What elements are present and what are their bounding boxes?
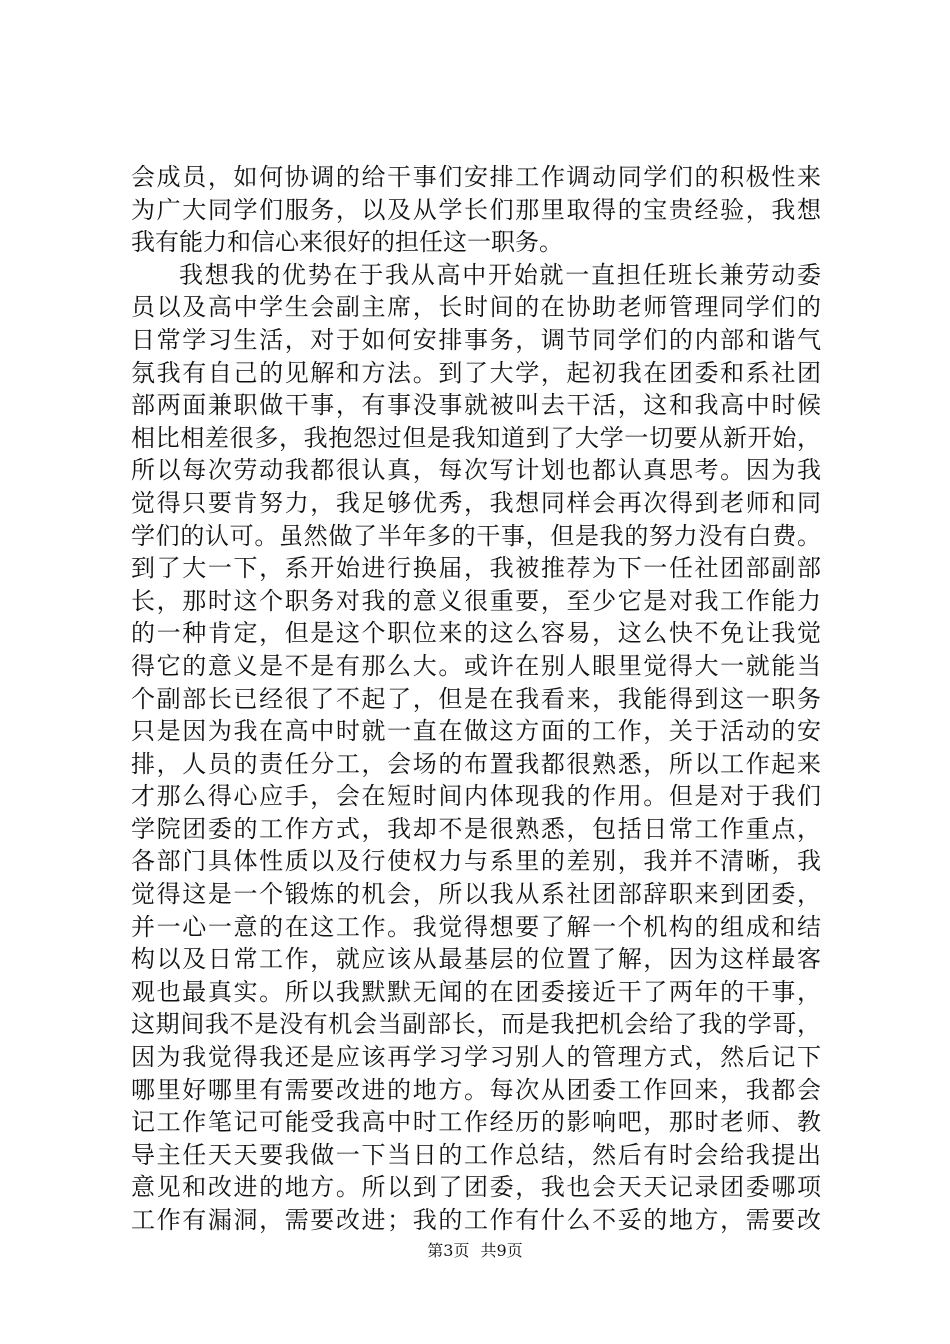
total-pages: 共9页 [480,1241,523,1260]
text-line: 氛我有自己的见解和方法。到了大学，起初我在团委和系社团 [131,358,821,387]
text-line: 并一心一意的在这工作。我觉得想要了解一个机构的组成和结 [131,912,821,941]
text-line: 哪里好哪里有需要改进的地方。每次从团委工作回来，我都会 [131,1075,821,1104]
text-line: 观也最真实。所以我默默无闻的在团委接近干了两年的干事， [131,977,821,1006]
text-line: 长，那时这个职务对我的意义很重要，至少它是对我工作能力 [131,586,821,615]
text-line: 记工作笔记可能受我高中时工作经历的影响吧，那时老师、教 [131,1108,821,1137]
text-line: 为广大同学们服务，以及从学长们那里取得的宝贵经验，我想 [131,195,821,224]
text-line: 我想我的优势在于我从高中开始就一直担任班长兼劳动委 [179,260,821,289]
paragraph-1 [131,161,821,259]
text-line: 会成员，如何协调的给干事们安排工作调动同学们的积极性来 [131,163,821,191]
text-line: 部两面兼职做干事，有事没事就被叫去干活，这和我高中时候 [131,391,821,420]
paragraph-2 [131,259,821,1237]
text-line: 排，人员的责任分工，会场的布置我都很熟悉，所以工作起来 [131,749,821,778]
text-line: 相比相差很多，我抱怨过但是我知道到了大学一切要从新开始， [131,423,821,452]
text-line: 个副部长已经很了不起了，但是在我看来，我能得到这一职务 [131,684,821,713]
text-line: 所以每次劳动我都很认真，每次写计划也都认真思考。因为我 [131,456,821,485]
text-line: 日常学习生活，对于如何安排事务，调节同学们的内部和谐气 [131,325,821,354]
text-line: 各部门具体性质以及行使权力与系里的差别，我并不清晰，我 [131,847,821,876]
text-line: 学院团委的工作方式，我却不是很熟悉，包括日常工作重点， [131,814,821,843]
text-line: 导主任天天要我做一下当日的工作总结，然后有时会给我提出 [131,1140,821,1169]
text-line: 因为我觉得我还是应该再学习学习别人的管理方式，然后记下 [131,1043,821,1072]
text-line: 得它的意义是不是有那么大。或许在别人眼里觉得大一就能当 [131,651,821,680]
page-footer [0,1240,950,1262]
text-line: 我有能力和信心来很好的担任这一职务。 [131,228,563,257]
text-line: 这期间我不是没有机会当副部长，而是我把机会给了我的学哥， [131,1010,821,1039]
text-line: 到了大一下，系开始进行换届，我被推荐为下一任社团部副部 [131,554,821,583]
text-line: 意见和改进的地方。所以到了团委，我也会天天记录团委哪项 [131,1173,821,1202]
text-line: 工作有漏洞，需要改进；我的工作有什么不妥的地方，需要改 [131,1206,821,1234]
text-line: 才那么得心应手，会在短时间内体现我的作用。但是对于我们 [131,782,821,811]
text-line: 构以及日常工作，就应该从最基层的位置了解，因为这样最客 [131,945,821,974]
current-page-number: 第3页 [427,1241,470,1260]
text-line: 觉得这是一个锻炼的机会，所以我从系社团部辞职来到团委， [131,880,821,909]
text-line: 只是因为我在高中时就一直在做这方面的工作，关于活动的安 [131,717,821,746]
text-line: 学们的认可。虽然做了半年多的干事，但是我的努力没有白费。 [131,521,821,550]
document-body [131,161,821,1237]
text-line: 的一种肯定，但是这个职位来的这么容易，这么快不免让我觉 [131,619,821,648]
text-line: 觉得只要肯努力，我足够优秀，我想同样会再次得到老师和同 [131,488,821,517]
text-line: 员以及高中学生会副主席，长时间的在协助老师管理同学们的 [131,293,821,322]
